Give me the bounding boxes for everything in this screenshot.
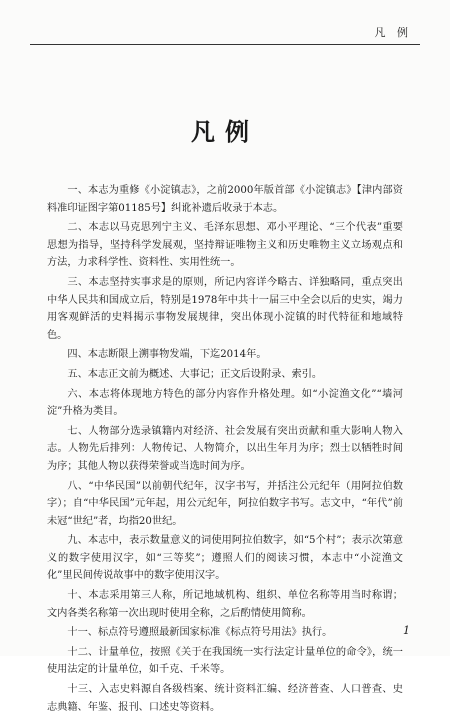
paragraph-3: 三、本志坚持实事求是的原则，所记内容详今略古、详独略同，重点突出中华人民共和国成立后，特别是1978年中共十一届三中全会以后的史实，竭力用客观鲜活的史料揭示事物发展规律，突出体现小淀镇的时代特征和地域特色。 — [47, 276, 403, 341]
page-number: 1 — [403, 624, 410, 637]
paragraph-4: 四、本志断限上溯事物发端，下迄2014年。 — [67, 349, 267, 361]
paragraph-6: 六、本志将体现地方特色的部分内容作升格处理。如“小淀渔文化”“墙河淀”升格为类目。 — [47, 388, 403, 418]
paragraph-5: 五、本志正文前为概述、大事记；正文后设附录、索引。 — [67, 368, 323, 380]
page-title: 凡例 — [191, 117, 259, 146]
paragraph-13: 十三、入志史料源自各级档案、统计资料汇编、经济普查、人口普查、史志典籍、年鉴、报刊、口述史等资料。 — [47, 684, 403, 713]
paragraph-2: 二、本志以马克思列宁主义、毛泽东思想、邓小平理论、“三个代表”重要思想为指导，坚持科学发展观，坚持辩证唯物主义和历史唯物主义立场观点和方法，力求科学性、资料性、实用性统一。 — [47, 222, 403, 269]
paragraph-12: 十二、计量单位，按照《关于在我国统一实行法定计量单位的命令》，统一使用法定的计量单位，如千克、千米等。 — [47, 646, 403, 676]
paragraph-7: 七、人物部分选录镇籍内对经济、社会发展有突出贡献和重大影响人物入志。人物先后排列：人物传记、人物简介，以出生年月为序；烈士以牺牲时间为序；其他人物以获得荣誉或当选时间为序。 — [47, 425, 403, 472]
body-text — [47, 182, 403, 718]
paragraph-11: 十一、标点符号遵照最新国家标准《标点符号用法》执行。 — [67, 627, 333, 639]
paragraph-8: 八、“中华民国”以前朝代纪年，汉字书写，并括注公元纪年（用阿拉伯数字）；自“中华民国”元年起，用公元纪年，阿拉伯数字书写。志文中，“年代”前未冠“世纪”者，均指20世纪。 — [47, 480, 403, 527]
header-rule — [30, 44, 420, 45]
paragraph-10: 十、本志采用第三人称，所记地域机构、组织、单位名称等用当时称谓；文内各类名称第一次出现时使用全称，之后酌情使用简称。 — [47, 590, 403, 619]
paragraph-9: 九、本志中，表示数量意义的词使用阿拉伯数字，如“5个村”；表示次第意义的数字使用汉字，如“三等奖”；遵照人们的阅读习惯，本志中“小淀渔文化”里民间传说故事中的数字使用汉字。 — [47, 535, 403, 582]
paragraph-1: 一、本志为重修《小淀镇志》，之前2000年版首部《小淀镇志》【津内部资料准印证图字第01185号】纠讹补遗后收录于本志。 — [47, 185, 403, 214]
running-head: 凡 例 — [374, 26, 412, 39]
